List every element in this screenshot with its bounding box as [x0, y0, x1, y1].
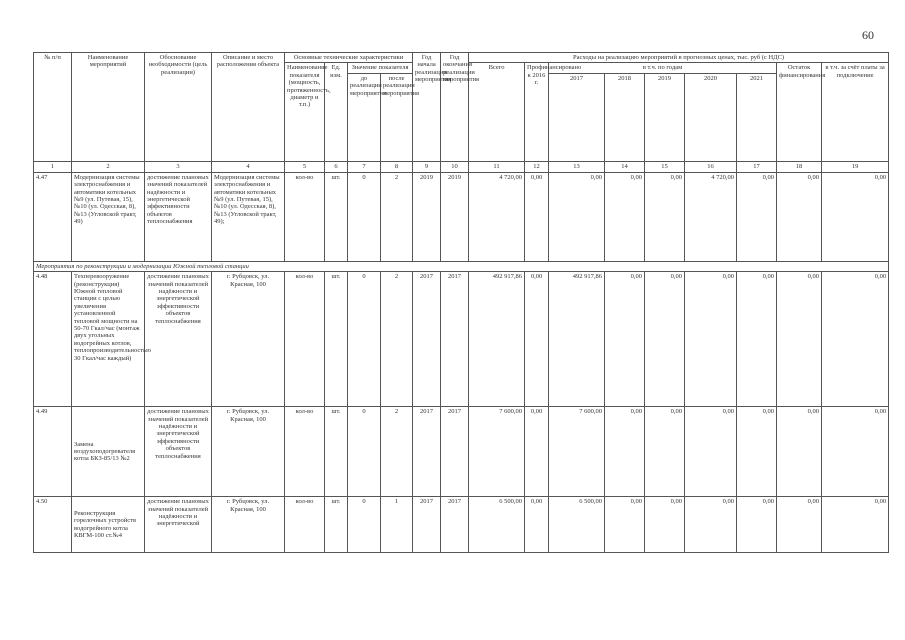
row-2017: 0,00	[549, 172, 605, 261]
row-connection-fee: 0,00	[822, 172, 889, 261]
column-number: 8	[381, 161, 413, 172]
row-end-year: 2019	[441, 172, 469, 261]
row-2020: 0,00	[685, 407, 737, 497]
header-description: Описание и место расположения объекта	[212, 53, 285, 162]
page-number: 60	[862, 28, 874, 42]
row-description: г. Рубцовск, ул. Красная, 100	[212, 407, 285, 497]
row-connection-fee: 0,00	[822, 497, 889, 553]
row-financed: 0,00	[525, 497, 549, 553]
row-2017: 7 600,00	[549, 407, 605, 497]
row-indicator: кол-во	[285, 272, 325, 407]
header-justification: Обоснование необходимости (цель реализации)	[145, 53, 212, 162]
header-year-2019: 2019	[645, 73, 685, 161]
column-number: 17	[737, 161, 777, 172]
row-value-after: 1	[381, 497, 413, 553]
row-2020: 0,00	[685, 497, 737, 553]
row-2020: 4 720,00	[685, 172, 737, 261]
row-value-after: 2	[381, 407, 413, 497]
header-start-year: Год начала реализации мероприятия	[413, 53, 441, 162]
row-unit: шт.	[325, 172, 348, 261]
row-2021: 0,00	[737, 407, 777, 497]
column-number: 11	[469, 161, 525, 172]
row-start-year: 2017	[413, 497, 441, 553]
header-year-2018: 2018	[605, 73, 645, 161]
row-total: 4 720,00	[469, 172, 525, 261]
row-value-before: 0	[348, 272, 381, 407]
row-id: 4.48	[34, 272, 72, 407]
row-end-year: 2017	[441, 272, 469, 407]
row-description: г. Рубцовск, ул. Красная, 100	[212, 497, 285, 553]
row-2018: 0,00	[605, 407, 645, 497]
row-value-before: 0	[348, 172, 381, 261]
row-2017: 492 917,86	[549, 272, 605, 407]
header-unit: Ед. изм.	[325, 63, 348, 161]
row-2018: 0,00	[605, 172, 645, 261]
column-number: 15	[645, 161, 685, 172]
column-number: 12	[525, 161, 549, 172]
row-id: 4.49	[34, 407, 72, 497]
row-name: Техперевооружение (реконструкция) Южной тепловой станции с целью увеличения установленной тепловой мощности на 50-70 Гкал/час (монтаж двух угольных водогрейных котлов, теплопроизводительностью 30 Гкал/час каждый)	[72, 272, 145, 407]
header-year-2017: 2017	[549, 73, 605, 161]
row-unit: шт.	[325, 272, 348, 407]
row-value-before: 0	[348, 497, 381, 553]
row-unit: шт.	[325, 497, 348, 553]
row-total: 7 600,00	[469, 407, 525, 497]
row-2020: 0,00	[685, 272, 737, 407]
header-tech-group: Основные технические характеристики	[285, 53, 413, 63]
row-start-year: 2019	[413, 172, 441, 261]
header-value-group: Значение показателя	[348, 63, 413, 73]
row-indicator: кол-во	[285, 172, 325, 261]
row-2019: 0,00	[645, 272, 685, 407]
row-justification: достижение плановых значений показателей надёжности и энергетической	[145, 497, 212, 553]
row-justification: достижение плановых значений показателей надёжности и энергетической эффективности объектов теплоснабжения	[145, 172, 212, 261]
column-number: 19	[822, 161, 889, 172]
column-number: 5	[285, 161, 325, 172]
row-start-year: 2017	[413, 272, 441, 407]
row-remaining: 0,00	[777, 407, 822, 497]
row-start-year: 2017	[413, 407, 441, 497]
column-number: 4	[212, 161, 285, 172]
row-2021: 0,00	[737, 497, 777, 553]
section-title: Мероприятия по реконструкции и модернизации Южной тепловой станции	[34, 261, 889, 271]
column-number: 9	[413, 161, 441, 172]
measures-table	[33, 52, 889, 553]
column-number: 18	[777, 161, 822, 172]
header-end-year: Год окончания реализации мероприятия	[441, 53, 469, 162]
row-financed: 0,00	[525, 172, 549, 261]
row-end-year: 2017	[441, 407, 469, 497]
row-end-year: 2017	[441, 497, 469, 553]
header-indicator: Наименование показателя (мощность, протяженность, диаметр и т.п.)	[285, 63, 325, 161]
row-2018: 0,00	[605, 497, 645, 553]
table-row	[34, 407, 889, 497]
row-id: 4.50	[34, 497, 72, 553]
header-value-before: до реализации мероприятия	[348, 73, 381, 161]
row-description: Модернизация системы электроснабжения и автоматики котельных №9 (ул. Путевая, 15), №10 (ул. Одесская, 8), №13 (Угловской тракт, 49);	[212, 172, 285, 261]
row-total: 492 917,86	[469, 272, 525, 407]
row-total: 6 500,00	[469, 497, 525, 553]
header-row-1	[34, 53, 889, 63]
header-by-year-group: в т.ч. по годам	[549, 63, 777, 73]
row-2019: 0,00	[645, 172, 685, 261]
row-2017: 6 500,00	[549, 497, 605, 553]
header-costs-group: Расходы на реализацию мероприятий в прогнозных ценах, тыс. руб (с НДС)	[469, 53, 889, 63]
row-indicator: кол-во	[285, 407, 325, 497]
column-number: 2	[72, 161, 145, 172]
row-unit: шт.	[325, 407, 348, 497]
header-name: Наименование мероприятий	[72, 53, 145, 162]
row-2021: 0,00	[737, 172, 777, 261]
row-value-before: 0	[348, 407, 381, 497]
row-justification: достижение плановых значений показателей надёжности и энергетической эффективности объектов теплоснабжения	[145, 407, 212, 497]
header-value-after: после реализации мероприятия	[381, 73, 413, 161]
row-name: Реконструкция горелочных устройств водогрейного котла КВГМ-100 ст.№4	[72, 497, 145, 553]
row-indicator: кол-во	[285, 497, 325, 553]
row-remaining: 0,00	[777, 272, 822, 407]
header-financed: Профинансировано к 2016 г.	[525, 63, 549, 161]
row-value-after: 2	[381, 272, 413, 407]
column-number: 14	[605, 161, 645, 172]
header-year-2020: 2020	[685, 73, 737, 161]
row-name: Модернизация системы электроснабжения и автоматики котельных №9 (ул. Путевая, 15), №10 (ул. Одесская, 8), №13 (Угловской тракт, 49)	[72, 172, 145, 261]
row-description: г. Рубцовск, ул. Красная, 100	[212, 272, 285, 407]
column-number: 3	[145, 161, 212, 172]
row-financed: 0,00	[525, 407, 549, 497]
row-2021: 0,00	[737, 272, 777, 407]
header-remaining: Остаток финансирования	[777, 63, 822, 161]
column-number-row	[34, 161, 889, 172]
row-value-after: 2	[381, 172, 413, 261]
row-connection-fee: 0,00	[822, 272, 889, 407]
row-2018: 0,00	[605, 272, 645, 407]
table-row	[34, 172, 889, 261]
column-number: 6	[325, 161, 348, 172]
header-num: № п/п	[34, 53, 72, 162]
column-number: 13	[549, 161, 605, 172]
column-number: 16	[685, 161, 737, 172]
row-justification: достижение плановых значений показателей надёжности и энергетической эффективности объектов теплоснабжения	[145, 272, 212, 407]
header-year-2021: 2021	[737, 73, 777, 161]
column-number: 7	[348, 161, 381, 172]
column-number: 1	[34, 161, 72, 172]
header-connection-fee: в т.ч. за счёт платы за подключение	[822, 63, 889, 161]
header-total: Всего	[469, 63, 525, 161]
row-financed: 0,00	[525, 272, 549, 407]
row-remaining: 0,00	[777, 172, 822, 261]
table-row	[34, 497, 889, 553]
row-name: Замена воздухоподогревателя котла БКЗ-85/13 №2	[72, 407, 145, 497]
row-connection-fee: 0,00	[822, 407, 889, 497]
row-2019: 0,00	[645, 407, 685, 497]
section-row	[34, 261, 889, 271]
row-2019: 0,00	[645, 497, 685, 553]
row-id: 4.47	[34, 172, 72, 261]
column-number: 10	[441, 161, 469, 172]
table-row	[34, 272, 889, 407]
row-remaining: 0,00	[777, 497, 822, 553]
